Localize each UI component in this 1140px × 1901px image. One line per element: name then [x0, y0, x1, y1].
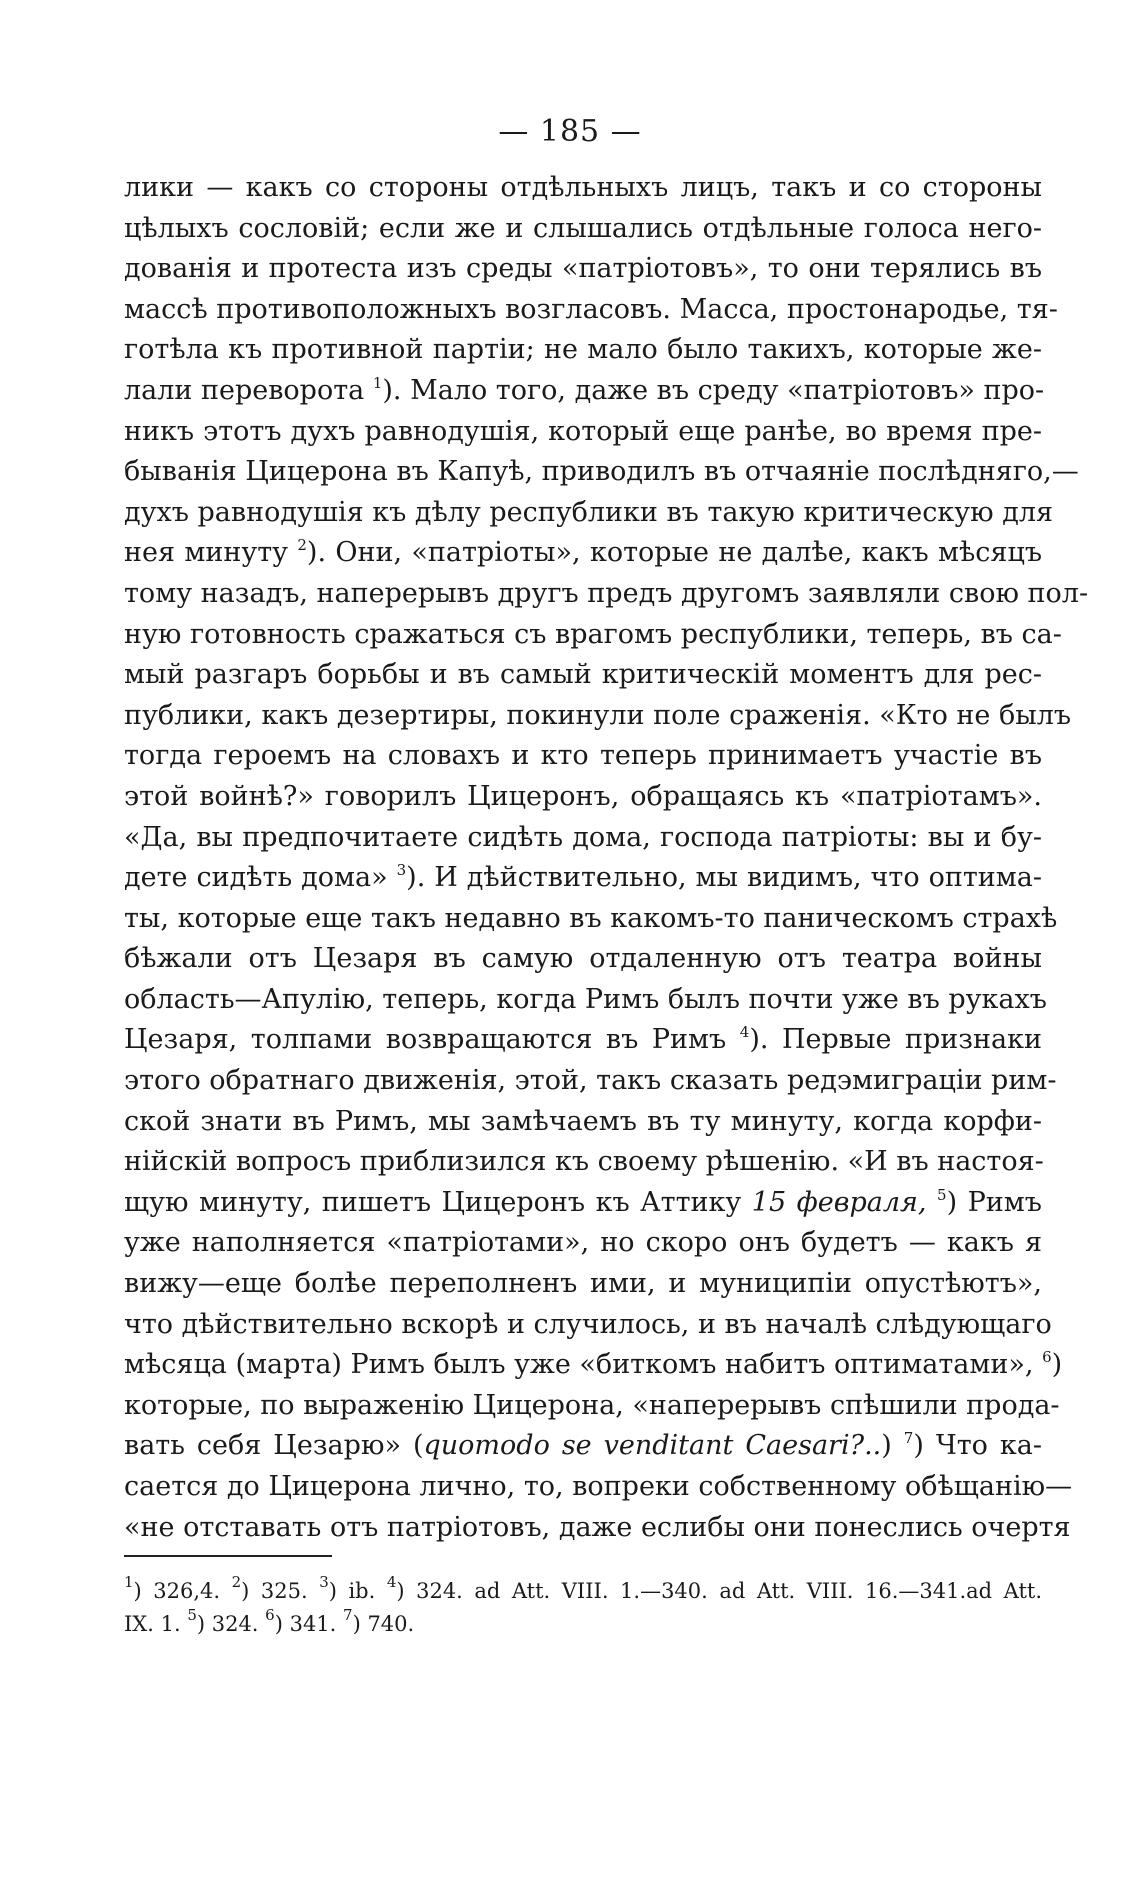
footnote-line: IX. 1. $^5$) 324. $^6$) 341. $^7$) 740. [124, 1606, 415, 1636]
text-line: что дѣйствительно вскорѣ и случилось, и въ началѣ слѣдующаго [124, 1308, 1052, 1340]
text-line: этого обратнаго движенія, этой, такъ сказать редэмиграціи рим- [124, 1065, 1057, 1097]
text-line: быванія Цицерона въ Капуѣ, приводилъ въ отчаяніе послѣдняго,— [124, 456, 1079, 488]
text-line: публики, какъ дезертиры, покинули поле сраженія. «Кто не былъ [124, 699, 1072, 731]
footnote-marker: 6 [265, 1606, 275, 1624]
text-line: бѣжали отъ Цезаря въ самую отдаленную отъ театра войны [124, 943, 1042, 975]
body-text [124, 168, 1089, 1548]
text-line: Цезаря, толпами возвращаются въ Римъ $^4$). Первые признаки [124, 1023, 1042, 1056]
footnote-marker: 5 [937, 1185, 947, 1204]
text-line: духъ равнодушія къ дѣлу республики въ такую критическую для [124, 496, 1054, 528]
text-line: массѣ противоположныхъ возгласовъ. Масса, простонародье, тя- [124, 293, 1058, 325]
text-line: «Да, вы предпочитаете сидѣть дома, господа патріоты: вы и бу- [124, 821, 1042, 853]
text-line: мѣсяца (марта) Римъ былъ уже «биткомъ набитъ оптиматами», $^6$) [124, 1348, 1063, 1381]
footnote-marker: 7 [903, 1429, 914, 1448]
footnote-marker: 3 [396, 861, 407, 880]
footnote-marker: 1 [372, 373, 383, 392]
page-number: — 185 — [498, 114, 642, 149]
footnote-marker: 7 [343, 1606, 353, 1624]
text-line: лали переворота $^1$). Мало того, даже въ среду «патріотовъ» про- [124, 373, 1045, 406]
text-line: «не отставать отъ патріотовъ, даже еслибы они понеслись очертя [124, 1511, 1071, 1543]
text-line: сается до Цицерона лично, то, вопреки собственному обѣщанію— [124, 1471, 1073, 1502]
footnote-divider [124, 1555, 332, 1557]
text-line: вать себя Цезарю» (quomodo se venditant Caesari?..) $^7$) Что ка- [124, 1429, 1042, 1462]
text-line: тому назадъ, наперерывъ другъ предъ другомъ заявляли свою пол- [124, 577, 1089, 609]
footnote-line: $^1$) 326,4. $^2$) 325. $^3$) ib. $^4$) 324. ad Att. VIII. 1.—340. ad Att. VIII. 16.—341.ad Att. [124, 1573, 1042, 1603]
text-line: вижу—еще болѣе переполненъ ими, и муниципіи опустѣютъ», [124, 1268, 1042, 1300]
text-line: ской знати въ Римъ, мы замѣчаемъ въ ту минуту, когда корфи- [124, 1105, 1042, 1137]
text-line: готѣла къ противной партіи; не мало было такихъ, которые же- [124, 334, 1042, 366]
footnote-marker: 3 [319, 1573, 329, 1591]
footnotes [124, 1575, 1042, 1641]
footnote-marker: 6 [1042, 1348, 1052, 1367]
text-line: никъ этотъ духъ равнодушія, который еще ранѣе, во время пре- [124, 415, 1042, 447]
footnote-marker: 4 [739, 1023, 750, 1042]
footnote-marker: 1 [124, 1573, 134, 1591]
footnote-marker: 2 [297, 536, 307, 555]
text-line: область—Апулію, теперь, когда Римъ былъ почти уже въ рукахъ [124, 983, 1047, 1015]
text-line: ты, которые еще такъ недавно въ какомъ-то паническомъ страхѣ [124, 902, 1058, 934]
text-line: этой войнѣ?» говорилъ Цицеронъ, обращаясь къ «патріотамъ». [124, 780, 1042, 812]
text-line: цѣлыхъ сословій; если же и слышались отдѣльные голоса негo- [124, 212, 1042, 244]
text-line: дованія и протеста изъ среды «патріотовъ», то они терялись въ [124, 253, 1042, 285]
footnote-marker: 4 [386, 1573, 397, 1591]
text-line: мый разгаръ борьбы и въ самый критическій моментъ для рес- [124, 659, 1042, 691]
text-line: уже наполняется «патріотами», но скоро онъ будетъ — какъ я [124, 1227, 1042, 1259]
text-line: щую минуту, пишетъ Цицеронъ къ Аттику 15 февраля, $^5$) Римъ [124, 1185, 1042, 1218]
footnote-marker: 5 [187, 1606, 197, 1624]
text-line: лики — какъ со стороны отдѣльныхъ лицъ, такъ и со стороны [124, 172, 1042, 203]
text-line: тогда героемъ на словахъ и кто теперь принимаетъ участіе въ [124, 740, 1042, 772]
text-line: нійскій вопросъ приблизился къ своему рѣшенію. «И въ настоя- [124, 1146, 1044, 1178]
text-line: которые, по выраженію Цицерона, «наперерывъ спѣшили прода- [124, 1389, 1060, 1421]
text-line: дете сидѣть дома» $^3$). И дѣйствительно, мы видимъ, что оптима- [124, 861, 1042, 894]
text-line: ную готовность сражаться съ врагомъ республики, теперь, въ са- [124, 618, 1062, 650]
text-line: нея минуту $^2$). Они, «патріоты», которые не далѣе, какъ мѣсяцъ [124, 536, 1042, 569]
footnote-marker: 2 [231, 1573, 242, 1591]
